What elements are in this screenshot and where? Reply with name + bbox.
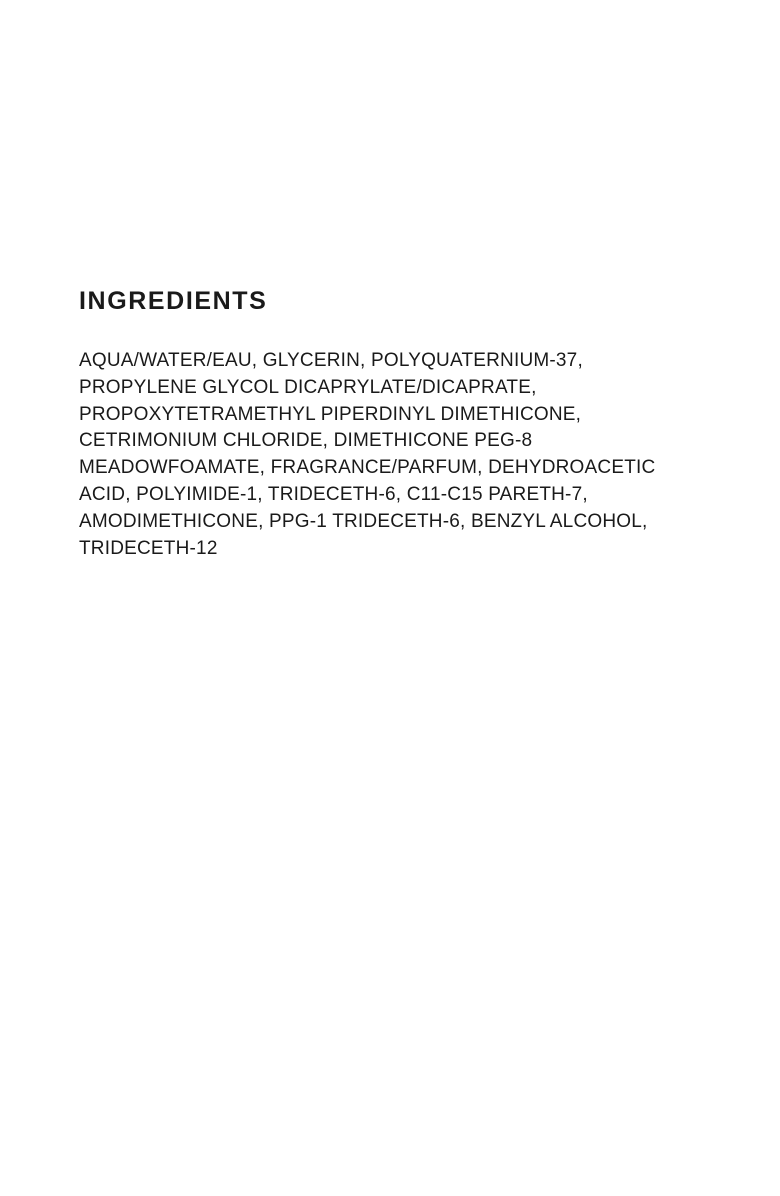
ingredients-line: AQUA/WATER/EAU, GLYCERIN, POLYQUATERNIUM-37,: [79, 350, 583, 371]
ingredients-line: TRIDECETH-12: [79, 537, 218, 559]
ingredients-list: [79, 348, 704, 562]
ingredients-line: PROPOXYTETRAMETHYL PIPERDINYL DIMETHICONE,: [79, 403, 582, 425]
ingredients-line: AMODIMETHICONE, PPG-1 TRIDECETH-6, BENZYL ALCOHOL,: [79, 510, 648, 532]
ingredients-heading: INGREDIENTS: [79, 287, 268, 315]
ingredients-line: CETRIMONIUM CHLORIDE, DIMETHICONE PEG-8: [79, 430, 533, 452]
ingredients-line: MEADOWFOAMATE, FRAGRANCE/PARFUM, DEHYDROACETIC: [79, 457, 656, 479]
ingredients-line: PROPYLENE GLYCOL DICAPRYLATE/DICAPRATE,: [79, 376, 537, 398]
ingredients-line: ACID, POLYIMIDE-1, TRIDECETH-6, C11-C15 PARETH-7,: [79, 483, 588, 505]
ingredients-section: [79, 287, 704, 562]
